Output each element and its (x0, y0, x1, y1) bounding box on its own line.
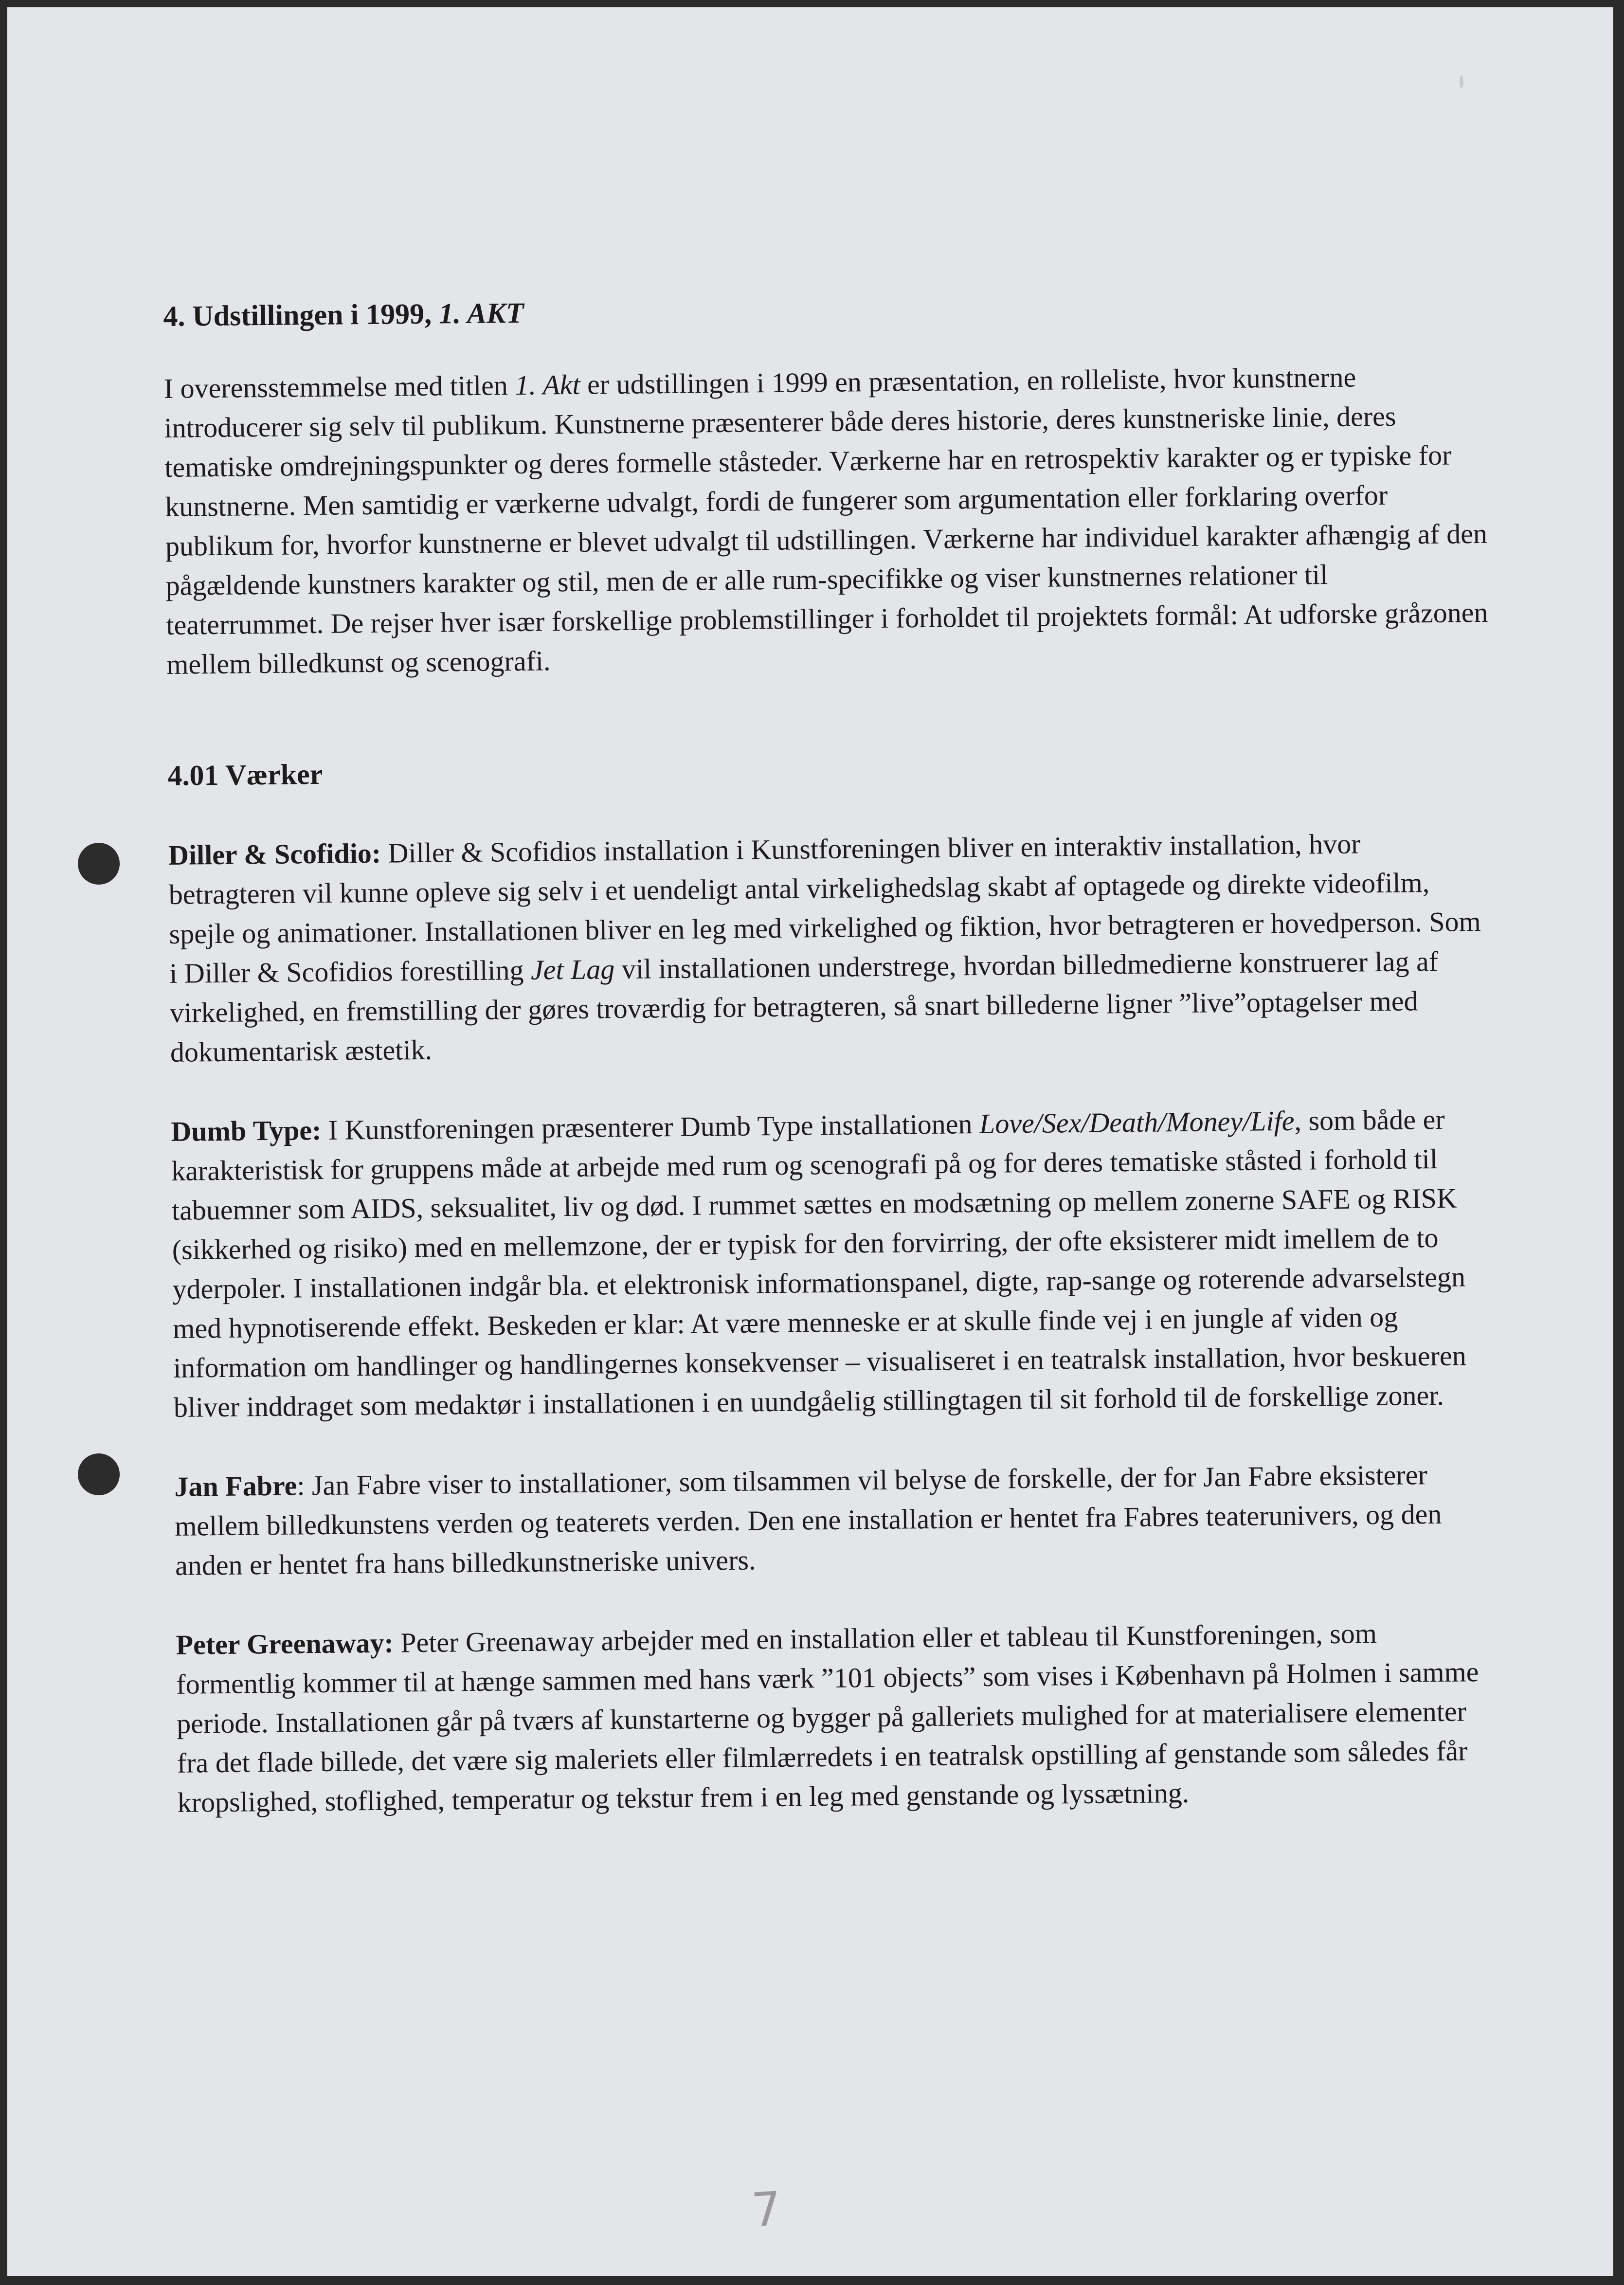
handwritten-page-number: 7 (750, 2181, 783, 2238)
heading-text: 4. Udstillingen i 1999, (163, 297, 439, 332)
paper-speck (1460, 75, 1463, 88)
entry-paragraph (171, 1099, 1497, 1427)
artist-label: Jan Fabre (174, 1469, 297, 1503)
entry-italic: Jet Lag (530, 953, 615, 986)
entry-text: Diller & Scofidios installation i Kunstforeningen bliver en interaktiv installation, hvor betragteren vil kunne opleve sig selv i et uendeligt antal virkelighedslag skabt af optagede og direkte videofilm, spejle og animationer. Installationen bliver en leg med virkelighed og fiktion, hvor betragteren er hovedperson. Som i Diller & Scofidios forestilling (168, 828, 1481, 989)
punch-hole (78, 1453, 120, 1495)
intro-paragraph (163, 356, 1490, 684)
scanned-page (7, 7, 1613, 2276)
entry-paragraph (174, 1454, 1498, 1585)
document-body (163, 284, 1501, 1862)
intro-text-cont: er udstillingen i 1999 en præsentation, en rolleliste, hvor kunstnerne introducerer sig selv til publikum. Kunstnerne præsenterer både deres historie, deres kunstneriske linie, deres tematiske omdrejningspunkter og deres formelle ståsteder. Værkerne har en retrospektiv karakter og er typiske for kunstnerne. Men samtidig er værkerne udvalgt, fordi de fungerer som argumentation eller forklaring overfor publikum for, hvorfor kunstnerne er blevet udvalgt til udstillingen. Værkerne har individuel karakter afhængig af den pågældende kunstners karakter og stil, men de er alle rum-specifikke og viser kunstnernes relationer til teaterrummet. De rejser hver især forskellige problemstillinger i forholdet til projektets formål: At udforske gråzonen mellem billedkunst og scenografi. (164, 361, 1488, 680)
section-heading (163, 284, 1487, 336)
entry-text-cont: , som både er karakteristisk for gruppens måde at arbejde med rum og scenografi på og for deres tematiske ståsted i forhold til tabuemner som AIDS, seksualitet, liv og død. I rummet sættes en modsætning op mellem zonerne SAFE og RISK (sikkerhed og risiko) med en mellemzone, der er typisk for den forvirring, der ofte eksisterer midt imellem de to yderpoler. I installationen indgår bla. et elektronisk informationspanel, digte, rap-sange og roterende advarselstegn med hypnotiserende effekt. Beskeden er klar: At være menneske er at skulle finde vej i en jungle af viden og information om handlinger og handlingernes konsekvenser – visualiseret i en teatralsk installation, hvor beskueren bliver inddraget som medaktør i installationen i en uundgåelig stillingtagen til sit forhold til de forskellige zoner. (171, 1103, 1466, 1423)
entry-text: : Jan Fabre viser to installationer, som tilsammen vil belyse de forskelle, der for Jan Fabre eksisterer mellem billedkunstens verden og teaterets verden. Den ene installation er hentet fra Fabres teaterunivers, og den anden er hentet fra hans billedkunstneriske univers. (174, 1459, 1442, 1581)
entry-paragraph (168, 823, 1494, 1072)
intro-text: I overensstemmelse med titlen (163, 369, 515, 404)
punch-hole (78, 843, 120, 885)
heading-italic-title: 1. AKT (438, 296, 524, 330)
subsection-heading: 4.01 Værker (167, 758, 323, 792)
entry-text-cont: vil installationen understrege, hvordan billedmedierne konstruerer lag af virkelighed, en fremstilling der gøres troværdig for betragteren, så snart billederne ligner ”live”optagelser med dokumentarisk æstetik. (169, 945, 1439, 1068)
intro-italic: 1. Akt (515, 368, 580, 401)
artist-label: Dumb Type: (171, 1114, 322, 1147)
entry-text: Peter Greenaway arbejder med en installation eller et tableau til Kunstforeningen, som formentlig kommer til at hænge sammen med hans værk ”101 objects” som vises i København på Holmen i samme periode. Installationen går på tværs af kunstarterne og bygger på galleriets mulighed for at materialisere elementer fra det flade billede, det være sig maleriets eller filmlærredets i en teatralsk opstilling af genstande som således får kropslighed, stoflighed, temperatur og tekstur frem i en leg med genstande og lyssætning. (176, 1617, 1479, 1818)
entry-text: I Kunstforeningen præsenterer Dumb Type installationen (321, 1107, 980, 1146)
entry-paragraph (176, 1613, 1501, 1822)
artist-label: Diller & Scofidio: (168, 837, 381, 871)
artist-label: Peter Greenaway: (176, 1627, 394, 1661)
entry-italic: Love/Sex/Death/Money/Life (979, 1105, 1295, 1140)
